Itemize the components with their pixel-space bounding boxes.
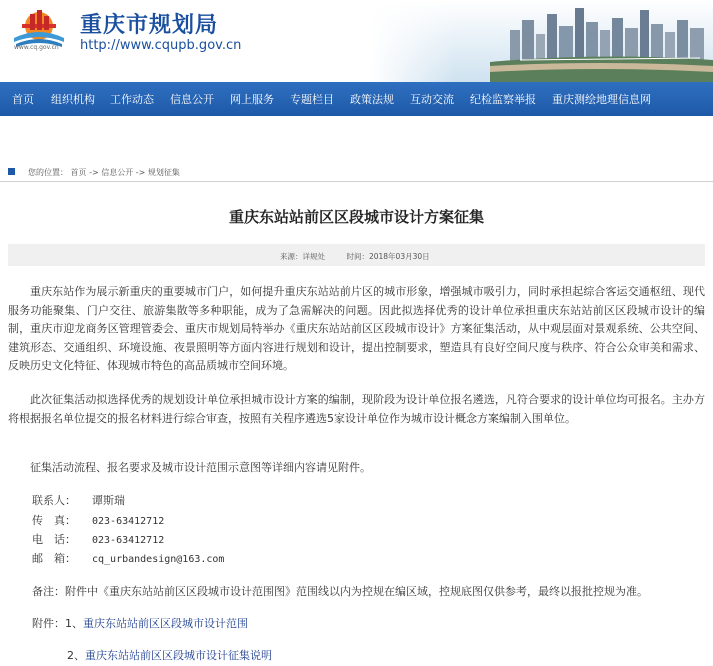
attachment-1 [32,615,248,631]
nav-item-surveying-network[interactable]: 重庆测绘地理信息网 [552,93,651,106]
contact-email-label: 邮 箱： [32,552,76,565]
nav-item-online-service[interactable]: 网上服务 [230,93,274,106]
attachment-1-link[interactable]: 重庆东站站前区区段城市设计范围 [83,617,248,630]
contact-email [32,550,224,566]
attachment-2 [67,647,272,663]
time-value: 2018年03月30日 [368,252,430,261]
site-title[interactable]: 重庆市规划局 [80,13,219,38]
breadcrumb-separator: -> [89,168,99,177]
nav-item-info-disclosure[interactable]: 信息公开 [170,93,214,106]
breadcrumb-separator: -> [135,168,146,177]
nav-item-organization[interactable]: 组织机构 [51,93,95,106]
breadcrumb-planning-solicitation[interactable]: 规划征集 [147,168,180,177]
article-note: 备注：附件中《重庆东站站前区区段城市设计范围图》范围线以内为控规在编区域，控规底图仅供参考，最终以报批控规为准。 [32,585,648,598]
contact-email-value: cq_urbandesign@163.com [92,554,225,565]
contact-person-value: 谭斯瑞 [92,494,125,507]
site-header [0,0,713,82]
breadcrumb-home[interactable]: 首页 [70,168,87,177]
attachment-1-index: 1、 [65,617,83,630]
breadcrumb-info-disclosure[interactable]: 信息公开 [101,168,134,177]
time-label: 时间： [346,252,369,261]
nav-item-special-topics[interactable]: 专题栏目 [290,93,334,106]
attachment-2-index: 2、 [67,649,85,662]
contact-person-label: 联系人： [32,494,76,507]
nav-item-discipline-report[interactable]: 纪检监察举报 [470,93,536,106]
nav-item-home[interactable]: 首页 [12,93,34,106]
contact-fax-value: 023-63412712 [92,516,165,527]
attachment-2-link[interactable]: 重庆东站站前区区段城市设计征集说明 [85,649,272,662]
contact-phone-label: 电 话： [32,533,76,546]
nav-item-interaction[interactable]: 互动交流 [410,93,454,106]
contact-phone [32,531,164,547]
breadcrumb-prefix: 您的位置： [28,168,68,177]
article-meta [8,244,705,266]
contact-person [32,492,125,508]
source-value: 详规处 [302,252,325,261]
article-paragraph-3: 征集活动流程、报名要求及城市设计范围示意图等详细内容请见附件。 [30,461,371,474]
contact-fax [32,512,164,528]
divider [0,181,713,182]
article-title: 重庆东站站前区区段城市设计方案征集 [228,208,484,226]
breadcrumb [0,165,713,181]
main-nav [0,82,713,116]
contact-fax-label: 传 真： [32,514,76,527]
breadcrumb-bullet-icon [8,168,15,175]
nav-item-work-news[interactable]: 工作动态 [110,93,154,106]
article-paragraph-1: 重庆东站作为展示新重庆的重要城市门户，如何提升重庆东站站前片区的城市形象，增强城市吸引力，同时承担起综合客运交通枢纽、现代服务功能聚集、门户交往、旅游集散等多种职能，成为了急需解决的问题。因此拟选择优秀的设计单位承担重庆东站站前区区段城市设计的编制，重庆市迎龙商务区管理管委会、重庆市规划局特举办《重庆东站站前区区段城市设计》方案征集活动，从中观层面对景观系统、公共空间、建筑形态、交通组织、环境设施、夜景照明等方面内容进行规划和设计，提出控制要求，塑造具有良好空间尺度与秩序、符合公众审美和需求、反映历史文化特征、体现城市特色的高品质城市空间环境。 [8,285,705,372]
city-skyline-banner [370,0,713,82]
site-url[interactable]: http://www.cqupb.gov.cn [80,38,242,53]
article-paragraph-2: 此次征集活动拟选择优秀的规划设计单位承担城市设计方案的编制，现阶段为设计单位报名遴选，凡符合要求的设计单位均可报名。主办方将根据报名单位提交的报名材料进行综合审查，按照有关程序遴选5家设计单位作为城市设计概念方案编制入围单位。 [8,393,705,425]
attachments-label: 附件： [32,617,65,630]
logo-subtext: www.cq.gov.cn [14,44,59,51]
nav-item-policies[interactable]: 政策法规 [350,93,394,106]
source-label: 来源： [280,252,303,261]
contact-phone-value: 023-63412712 [92,535,165,546]
